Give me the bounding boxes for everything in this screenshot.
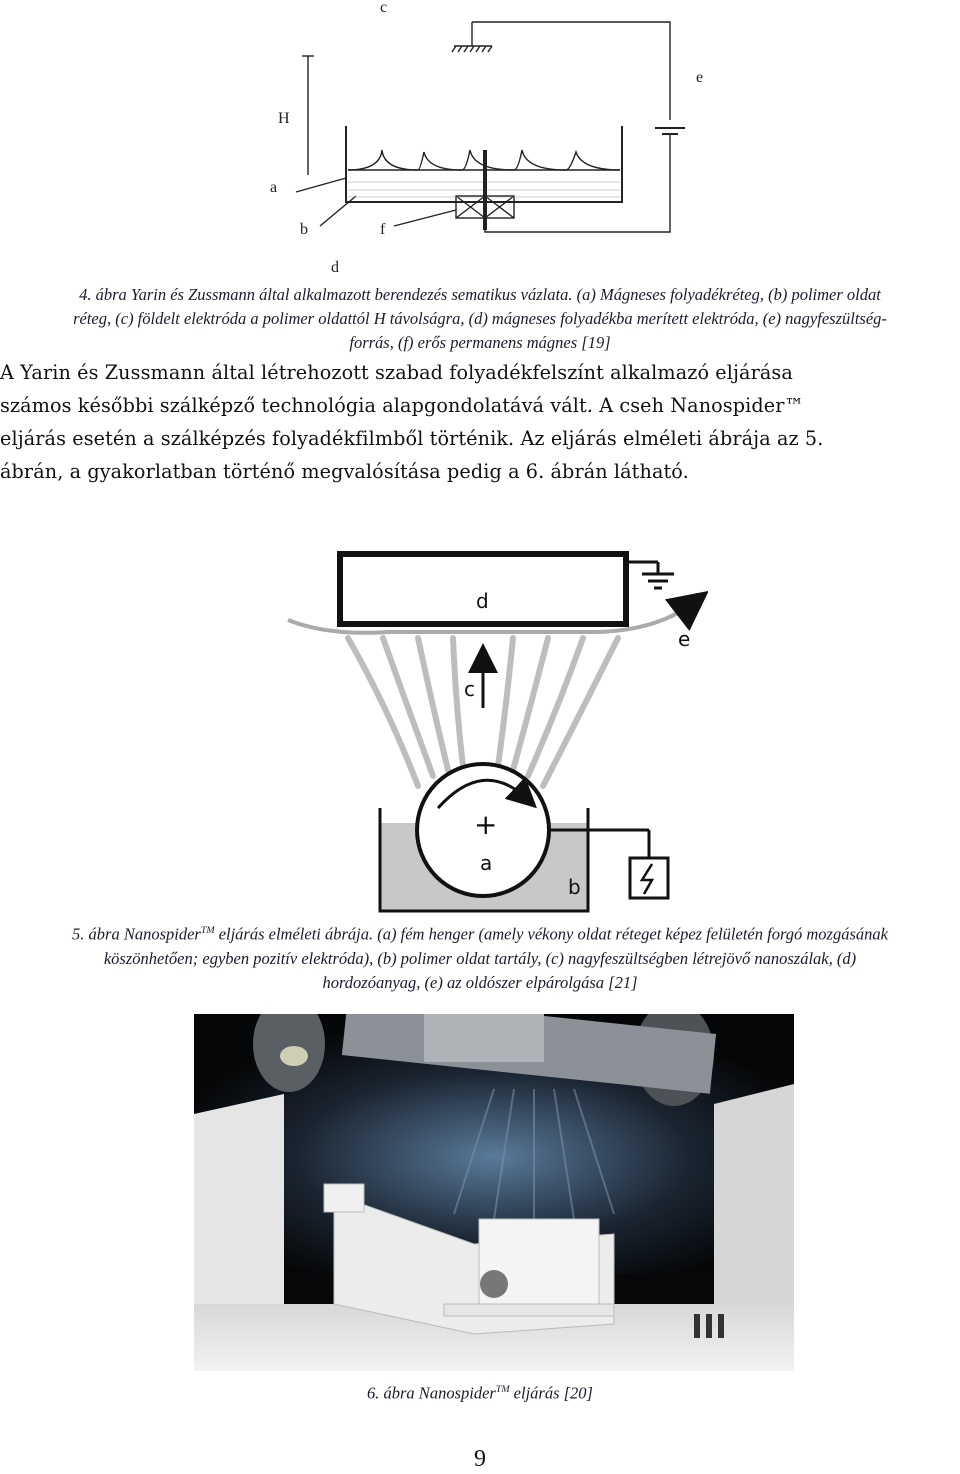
- body-paragraph: [0, 356, 960, 488]
- fig5-caption-line: hordozóanyag, (e) az oldószer elpárolgása [21]: [322, 972, 638, 992]
- fig6-caption-rest: eljárás [20]: [509, 1383, 593, 1403]
- body-line: eljárás esetén a szálképzés folyadékfilmből történik. Az eljárás elméleti ábrája az 5.: [0, 427, 824, 450]
- fig4-caption-line: forrás, (f) erős permanens mágnes [19]: [349, 333, 611, 352]
- fig5-label-b: b: [568, 875, 581, 899]
- body-line: A Yarin és Zussmann által létrehozott szabad folyadékfelszínt alkalmazó eljárása: [0, 361, 793, 384]
- fig4-label-a: a: [270, 179, 278, 196]
- fig5-caption-line: [18, 919, 942, 947]
- figure-5-caption: [18, 919, 942, 995]
- figure-6-caption: [18, 1378, 942, 1406]
- fig5-label-a: a: [480, 851, 493, 875]
- fig5-caption-line: köszönhetően; egyben pozitív elektróda), (b) polimer oldat tartály, (c) nagyfeszültségben létrejövő nanoszálak, (d): [103, 948, 857, 968]
- fig5-label-plus: +: [474, 808, 498, 841]
- figure-4-caption: [18, 283, 942, 355]
- fig6-caption-prefix: 6. ábra Nanospider: [367, 1383, 496, 1403]
- fig5-label-d: d: [476, 589, 489, 613]
- fig5-label-c: c: [464, 677, 475, 701]
- fig6-caption-line: [18, 1378, 942, 1406]
- fig5-caption-rest: eljárás elméleti ábrája. (a) fém henger (amely vékony oldat réteget képez felületén forgó mozgásának: [214, 924, 888, 944]
- fig4-caption-line: réteg, (c) földelt elektróda a polimer oldattól H távolságra, (d) mágneses folyadékba merített elektróda, (e) nagyfeszültség-: [73, 309, 887, 328]
- fig5-caption-tm: TM: [200, 925, 215, 936]
- fig5-label-e: e: [678, 627, 691, 651]
- body-line: számos későbbi szálképző technológia alapgondolatává vált. A cseh Nanospider™: [0, 394, 804, 417]
- fig5-caption-prefix: 5. ábra Nanospider: [72, 924, 201, 944]
- figure-4-schematic: [0, 0, 960, 285]
- page-number: 9: [474, 1446, 486, 1472]
- fig4-label-e: e: [696, 69, 704, 86]
- body-line: ábrán, a gyakorlatban történő megvalósítása pedig a 6. ábrán látható.: [0, 460, 689, 483]
- fig4-label-c: c: [380, 0, 388, 16]
- fig6-caption-tm: TM: [495, 1384, 510, 1395]
- fig4-label-d: d: [331, 259, 339, 276]
- figure-5-diagram: [268, 548, 708, 916]
- figure-6-photo: [194, 1014, 794, 1371]
- fig4-label-b: b: [300, 221, 308, 238]
- fig4-label-f: f: [380, 221, 386, 238]
- fig4-label-H: H: [278, 110, 290, 127]
- fig4-caption-line: 4. ábra Yarin és Zussmann által alkalmazott berendezés sematikus vázlata. (a) Mágneses folyadékréteg, (b) polimer oldat: [79, 285, 881, 304]
